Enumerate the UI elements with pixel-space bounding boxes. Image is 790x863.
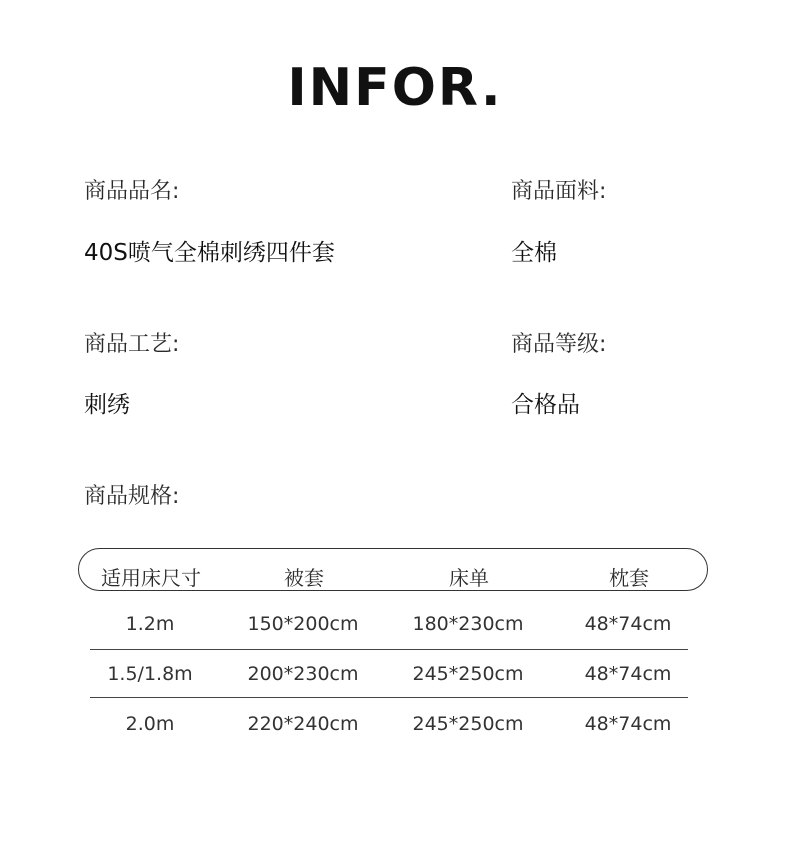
- table-cell: 1.2m: [125, 613, 175, 635]
- row-divider: [90, 697, 688, 698]
- row-divider: [90, 649, 688, 650]
- header-bed-size: 适用床尺寸: [101, 566, 201, 590]
- table-cell: 48*74cm: [584, 713, 672, 735]
- table-cell: 220*240cm: [247, 713, 359, 735]
- table-cell: 48*74cm: [584, 663, 672, 685]
- craft-value: 刺绣: [84, 392, 130, 418]
- grade-label: 商品等级:: [511, 332, 607, 357]
- table-cell: 245*250cm: [412, 713, 524, 735]
- header-pillowcase: 枕套: [609, 566, 649, 590]
- table-cell: 2.0m: [125, 713, 175, 735]
- table-row: [78, 701, 708, 749]
- table-row: [78, 651, 708, 699]
- grade-value: 合格品: [511, 392, 580, 418]
- table-cell: 200*230cm: [247, 663, 359, 685]
- table-cell: 1.5/1.8m: [107, 663, 193, 685]
- table-cell: 48*74cm: [584, 613, 672, 635]
- table-cell: 150*200cm: [247, 613, 359, 635]
- craft-label: 商品工艺:: [84, 332, 180, 357]
- page-title: INFOR.: [287, 58, 503, 118]
- table-cell: 245*250cm: [412, 663, 524, 685]
- material-label: 商品面料:: [511, 179, 607, 204]
- size-table-header: [78, 548, 708, 591]
- product-name-value: 40S喷气全棉刺绣四件套: [84, 240, 335, 266]
- spec-label: 商品规格:: [84, 484, 180, 509]
- table-cell: 180*230cm: [412, 613, 524, 635]
- header-duvet-cover: 被套: [284, 566, 324, 590]
- table-row: [78, 601, 708, 649]
- material-value: 全棉: [511, 240, 557, 266]
- header-bed-sheet: 床单: [449, 566, 489, 590]
- product-name-label: 商品品名:: [84, 179, 180, 204]
